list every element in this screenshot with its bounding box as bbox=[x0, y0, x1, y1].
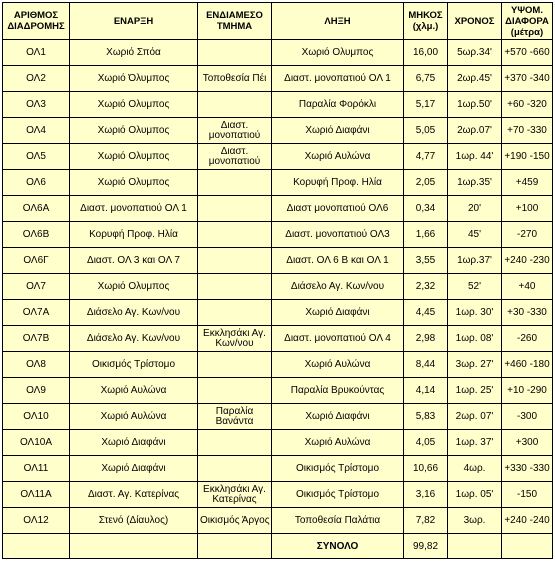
elevation-cell: +240 -240 bbox=[502, 508, 553, 534]
elevation-cell: +30 -330 bbox=[502, 300, 553, 326]
end-cell: Χωριό Διαφάνι bbox=[272, 118, 404, 144]
length-cell: 4,05 bbox=[404, 430, 448, 456]
end-cell: Χωριό Ολυμπος bbox=[272, 40, 404, 66]
time-cell: 2ωρ.45' bbox=[448, 66, 502, 92]
middle-cell bbox=[198, 196, 272, 222]
table-row bbox=[3, 118, 553, 144]
time-cell: 3ωρ. 27' bbox=[448, 352, 502, 378]
end-cell: Διάσελο Αγ. Κων/νου bbox=[272, 274, 404, 300]
end-cell: Χωριό Αυλώνα bbox=[272, 352, 404, 378]
table-row bbox=[3, 508, 553, 534]
time-cell: 1ωρ. 37' bbox=[448, 430, 502, 456]
table-row bbox=[3, 404, 553, 430]
route-cell: ΟΛ12 bbox=[3, 508, 70, 534]
route-cell: ΟΛ6 bbox=[3, 170, 70, 196]
route-cell: ΟΛ6Α bbox=[3, 196, 70, 222]
elevation-cell: +100 bbox=[502, 196, 553, 222]
end-cell: Διαστ. μονοπατιού ΟΛ3 bbox=[272, 222, 404, 248]
middle-cell: Οικισμός Άργος bbox=[198, 508, 272, 534]
header-route: ΑΡΙΘΜΟΣ ΔΙΑΔΡΟΜΗΣ bbox=[3, 3, 70, 40]
elevation-cell: +460 -180 bbox=[502, 352, 553, 378]
start-cell: Χωριό Αυλώνα bbox=[70, 404, 198, 430]
table-body bbox=[3, 40, 553, 534]
route-cell: ΟΛ7Α bbox=[3, 300, 70, 326]
length-cell: 10,66 bbox=[404, 456, 448, 482]
elevation-cell: +40 bbox=[502, 274, 553, 300]
route-cell: ΟΛ7Β bbox=[3, 326, 70, 352]
time-cell: 3ωρ. bbox=[448, 508, 502, 534]
length-cell: 5,17 bbox=[404, 92, 448, 118]
end-cell: Χωριό Αυλώνα bbox=[272, 430, 404, 456]
elevation-cell: +459 bbox=[502, 170, 553, 196]
header-elevation: ΥΨΟΜ. ΔΙΑΦΟΡΑ (μέτρα) bbox=[502, 3, 553, 40]
start-cell: Χωριό Διαφάνι bbox=[70, 430, 198, 456]
start-cell: Οικισμός Τρίστομο bbox=[70, 352, 198, 378]
header-time: ΧΡΟΝΟΣ bbox=[448, 3, 502, 40]
length-cell: 4,14 bbox=[404, 378, 448, 404]
table-row bbox=[3, 92, 553, 118]
end-cell: Παραλία Φορόκλι bbox=[272, 92, 404, 118]
length-cell: 6,75 bbox=[404, 66, 448, 92]
end-cell: Διαστ. ΟΛ 6 Β και ΟΛ 1 bbox=[272, 248, 404, 274]
length-cell: 1,66 bbox=[404, 222, 448, 248]
middle-cell bbox=[198, 222, 272, 248]
time-cell: 1ωρ. 30' bbox=[448, 300, 502, 326]
start-cell: Χωριό Ολυμπος bbox=[70, 92, 198, 118]
table-row bbox=[3, 40, 553, 66]
route-cell: ΟΛ11Α bbox=[3, 482, 70, 508]
length-cell: 7,82 bbox=[404, 508, 448, 534]
table-row bbox=[3, 196, 553, 222]
table-row bbox=[3, 482, 553, 508]
time-cell: 1ωρ.50' bbox=[448, 92, 502, 118]
table-row bbox=[3, 170, 553, 196]
time-cell: 1ωρ.35' bbox=[448, 170, 502, 196]
length-cell: 16,00 bbox=[404, 40, 448, 66]
elevation-cell: +330 -330 bbox=[502, 456, 553, 482]
start-cell: Χωριό Ολυμπος bbox=[70, 170, 198, 196]
middle-cell bbox=[198, 378, 272, 404]
table-row bbox=[3, 248, 553, 274]
length-cell: 2,32 bbox=[404, 274, 448, 300]
elevation-cell: +300 bbox=[502, 430, 553, 456]
route-cell: ΟΛ2 bbox=[3, 66, 70, 92]
end-cell: Διαστ. μονοπατιού ΟΛ 1 bbox=[272, 66, 404, 92]
header-end: ΛΗΞΗ bbox=[272, 3, 404, 40]
elevation-cell: -150 bbox=[502, 482, 553, 508]
route-cell: ΟΛ7 bbox=[3, 274, 70, 300]
route-cell: ΟΛ10Α bbox=[3, 430, 70, 456]
table-row bbox=[3, 300, 553, 326]
length-cell: 8,44 bbox=[404, 352, 448, 378]
end-cell: Διαστ μονοπατιού ΟΛ6 bbox=[272, 196, 404, 222]
route-cell: ΟΛ5 bbox=[3, 144, 70, 170]
route-cell: ΟΛ4 bbox=[3, 118, 70, 144]
start-cell: Χωριό Ολυμπος bbox=[70, 118, 198, 144]
route-cell: ΟΛ9 bbox=[3, 378, 70, 404]
middle-cell: Παραλία Βανάντα bbox=[198, 404, 272, 430]
time-cell: 5ωρ.34' bbox=[448, 40, 502, 66]
middle-cell bbox=[198, 456, 272, 482]
end-cell: Τοποθεσία Παλάτια bbox=[272, 508, 404, 534]
time-cell: 1ωρ. 05' bbox=[448, 482, 502, 508]
header-start: ΕΝΑΡΞΗ bbox=[70, 3, 198, 40]
length-cell: 0,34 bbox=[404, 196, 448, 222]
time-cell: 1ωρ. 08' bbox=[448, 326, 502, 352]
start-cell: Χωριό Αυλώνα bbox=[70, 378, 198, 404]
middle-cell: Τοποθεσία Πέι bbox=[198, 66, 272, 92]
start-cell: Διάσελο Αγ. Κων/νου bbox=[70, 300, 198, 326]
table-row bbox=[3, 352, 553, 378]
route-cell: ΟΛ11 bbox=[3, 456, 70, 482]
start-cell: Διαστ. Αγ. Κατερίνας bbox=[70, 482, 198, 508]
time-cell: 20' bbox=[448, 196, 502, 222]
route-cell: ΟΛ1 bbox=[3, 40, 70, 66]
middle-cell bbox=[198, 40, 272, 66]
length-cell: 3,16 bbox=[404, 482, 448, 508]
start-cell: Διαστ. μονοπατιού ΟΛ 1 bbox=[70, 196, 198, 222]
total-empty-2 bbox=[70, 534, 198, 559]
length-cell: 4,45 bbox=[404, 300, 448, 326]
elevation-cell: +570 -660 bbox=[502, 40, 553, 66]
table-row bbox=[3, 66, 553, 92]
header-row bbox=[3, 3, 553, 40]
table-row bbox=[3, 144, 553, 170]
elevation-cell: -260 bbox=[502, 326, 553, 352]
elevation-cell: -270 bbox=[502, 222, 553, 248]
end-cell: Χωριό Αυλώνα bbox=[272, 144, 404, 170]
start-cell: Χωριό Διαφάνι bbox=[70, 456, 198, 482]
length-cell: 3,55 bbox=[404, 248, 448, 274]
elevation-cell: +70 -330 bbox=[502, 118, 553, 144]
middle-cell: Εκκλησάκι Αγ. Κων/νου bbox=[198, 326, 272, 352]
length-cell: 5,05 bbox=[404, 118, 448, 144]
length-cell: 5,83 bbox=[404, 404, 448, 430]
middle-cell bbox=[198, 170, 272, 196]
length-cell: 2,05 bbox=[404, 170, 448, 196]
time-cell: 1ωρ.37' bbox=[448, 248, 502, 274]
elevation-cell: +240 -230 bbox=[502, 248, 553, 274]
elevation-cell: +190 -150 bbox=[502, 144, 553, 170]
end-cell: Οικισμός Τρίστομο bbox=[272, 482, 404, 508]
middle-cell bbox=[198, 352, 272, 378]
end-cell: Οικισμός Τρίστομο bbox=[272, 456, 404, 482]
route-cell: ΟΛ6Γ bbox=[3, 248, 70, 274]
end-cell: Κορυφή Προφ. Ηλία bbox=[272, 170, 404, 196]
middle-cell: Διαστ. μονοπατιού bbox=[198, 144, 272, 170]
elevation-cell: -300 bbox=[502, 404, 553, 430]
time-cell: 52' bbox=[448, 274, 502, 300]
length-cell: 4,77 bbox=[404, 144, 448, 170]
route-cell: ΟΛ6Β bbox=[3, 222, 70, 248]
start-cell: Διαστ. ΟΛ 3 και ΟΛ 7 bbox=[70, 248, 198, 274]
header-length: ΜΗΚΟΣ (χλμ.) bbox=[404, 3, 448, 40]
time-cell: 1ωρ. 25' bbox=[448, 378, 502, 404]
time-cell: 45' bbox=[448, 222, 502, 248]
end-cell: Διαστ. μονοπατιού ΟΛ 4 bbox=[272, 326, 404, 352]
time-cell: 2ωρ.07' bbox=[448, 118, 502, 144]
start-cell: Χωριό Ολυμπος bbox=[70, 144, 198, 170]
total-empty-3 bbox=[198, 534, 272, 559]
middle-cell: Διαστ. μονοπατιού bbox=[198, 118, 272, 144]
route-cell: ΟΛ10 bbox=[3, 404, 70, 430]
route-cell: ΟΛ3 bbox=[3, 92, 70, 118]
total-label: ΣΥΝΟΛΟ bbox=[272, 534, 404, 559]
time-cell: 1ωρ. 44' bbox=[448, 144, 502, 170]
header-middle: ΕΝΔΙΑΜΕΣΟ ΤΜΗΜΑ bbox=[198, 3, 272, 40]
table-row bbox=[3, 326, 553, 352]
table-row bbox=[3, 274, 553, 300]
total-empty-4 bbox=[448, 534, 502, 559]
total-length: 99,82 bbox=[404, 534, 448, 559]
total-row bbox=[3, 534, 553, 559]
middle-cell bbox=[198, 300, 272, 326]
routes-table bbox=[2, 2, 553, 559]
start-cell: Χωριό Όλυμπος bbox=[70, 66, 198, 92]
start-cell: Στενό (Δίαυλος) bbox=[70, 508, 198, 534]
route-cell: ΟΛ8 bbox=[3, 352, 70, 378]
total-empty-5 bbox=[502, 534, 553, 559]
elevation-cell: +60 -320 bbox=[502, 92, 553, 118]
end-cell: Χωριό Διαφάνι bbox=[272, 404, 404, 430]
start-cell: Χωριό Σπόα bbox=[70, 40, 198, 66]
middle-cell bbox=[198, 430, 272, 456]
table-row bbox=[3, 430, 553, 456]
total-empty-1 bbox=[3, 534, 70, 559]
time-cell: 2ωρ. 07' bbox=[448, 404, 502, 430]
table-row bbox=[3, 378, 553, 404]
start-cell: Διάσελο Αγ. Κων/νου bbox=[70, 326, 198, 352]
elevation-cell: +10 -290 bbox=[502, 378, 553, 404]
end-cell: Χωριό Διαφάνι bbox=[272, 300, 404, 326]
middle-cell: Εκκλησάκι Αγ. Κατερίνας bbox=[198, 482, 272, 508]
start-cell: Χωριό Ολυμπος bbox=[70, 274, 198, 300]
start-cell: Κορυφή Προφ. Ηλία bbox=[70, 222, 198, 248]
middle-cell bbox=[198, 274, 272, 300]
length-cell: 2,98 bbox=[404, 326, 448, 352]
time-cell: 4ωρ. bbox=[448, 456, 502, 482]
table-row bbox=[3, 456, 553, 482]
middle-cell bbox=[198, 92, 272, 118]
middle-cell bbox=[198, 248, 272, 274]
elevation-cell: +370 -340 bbox=[502, 66, 553, 92]
end-cell: Παραλία Βρυκούντας bbox=[272, 378, 404, 404]
routes-table-container bbox=[2, 2, 552, 559]
table-row bbox=[3, 222, 553, 248]
